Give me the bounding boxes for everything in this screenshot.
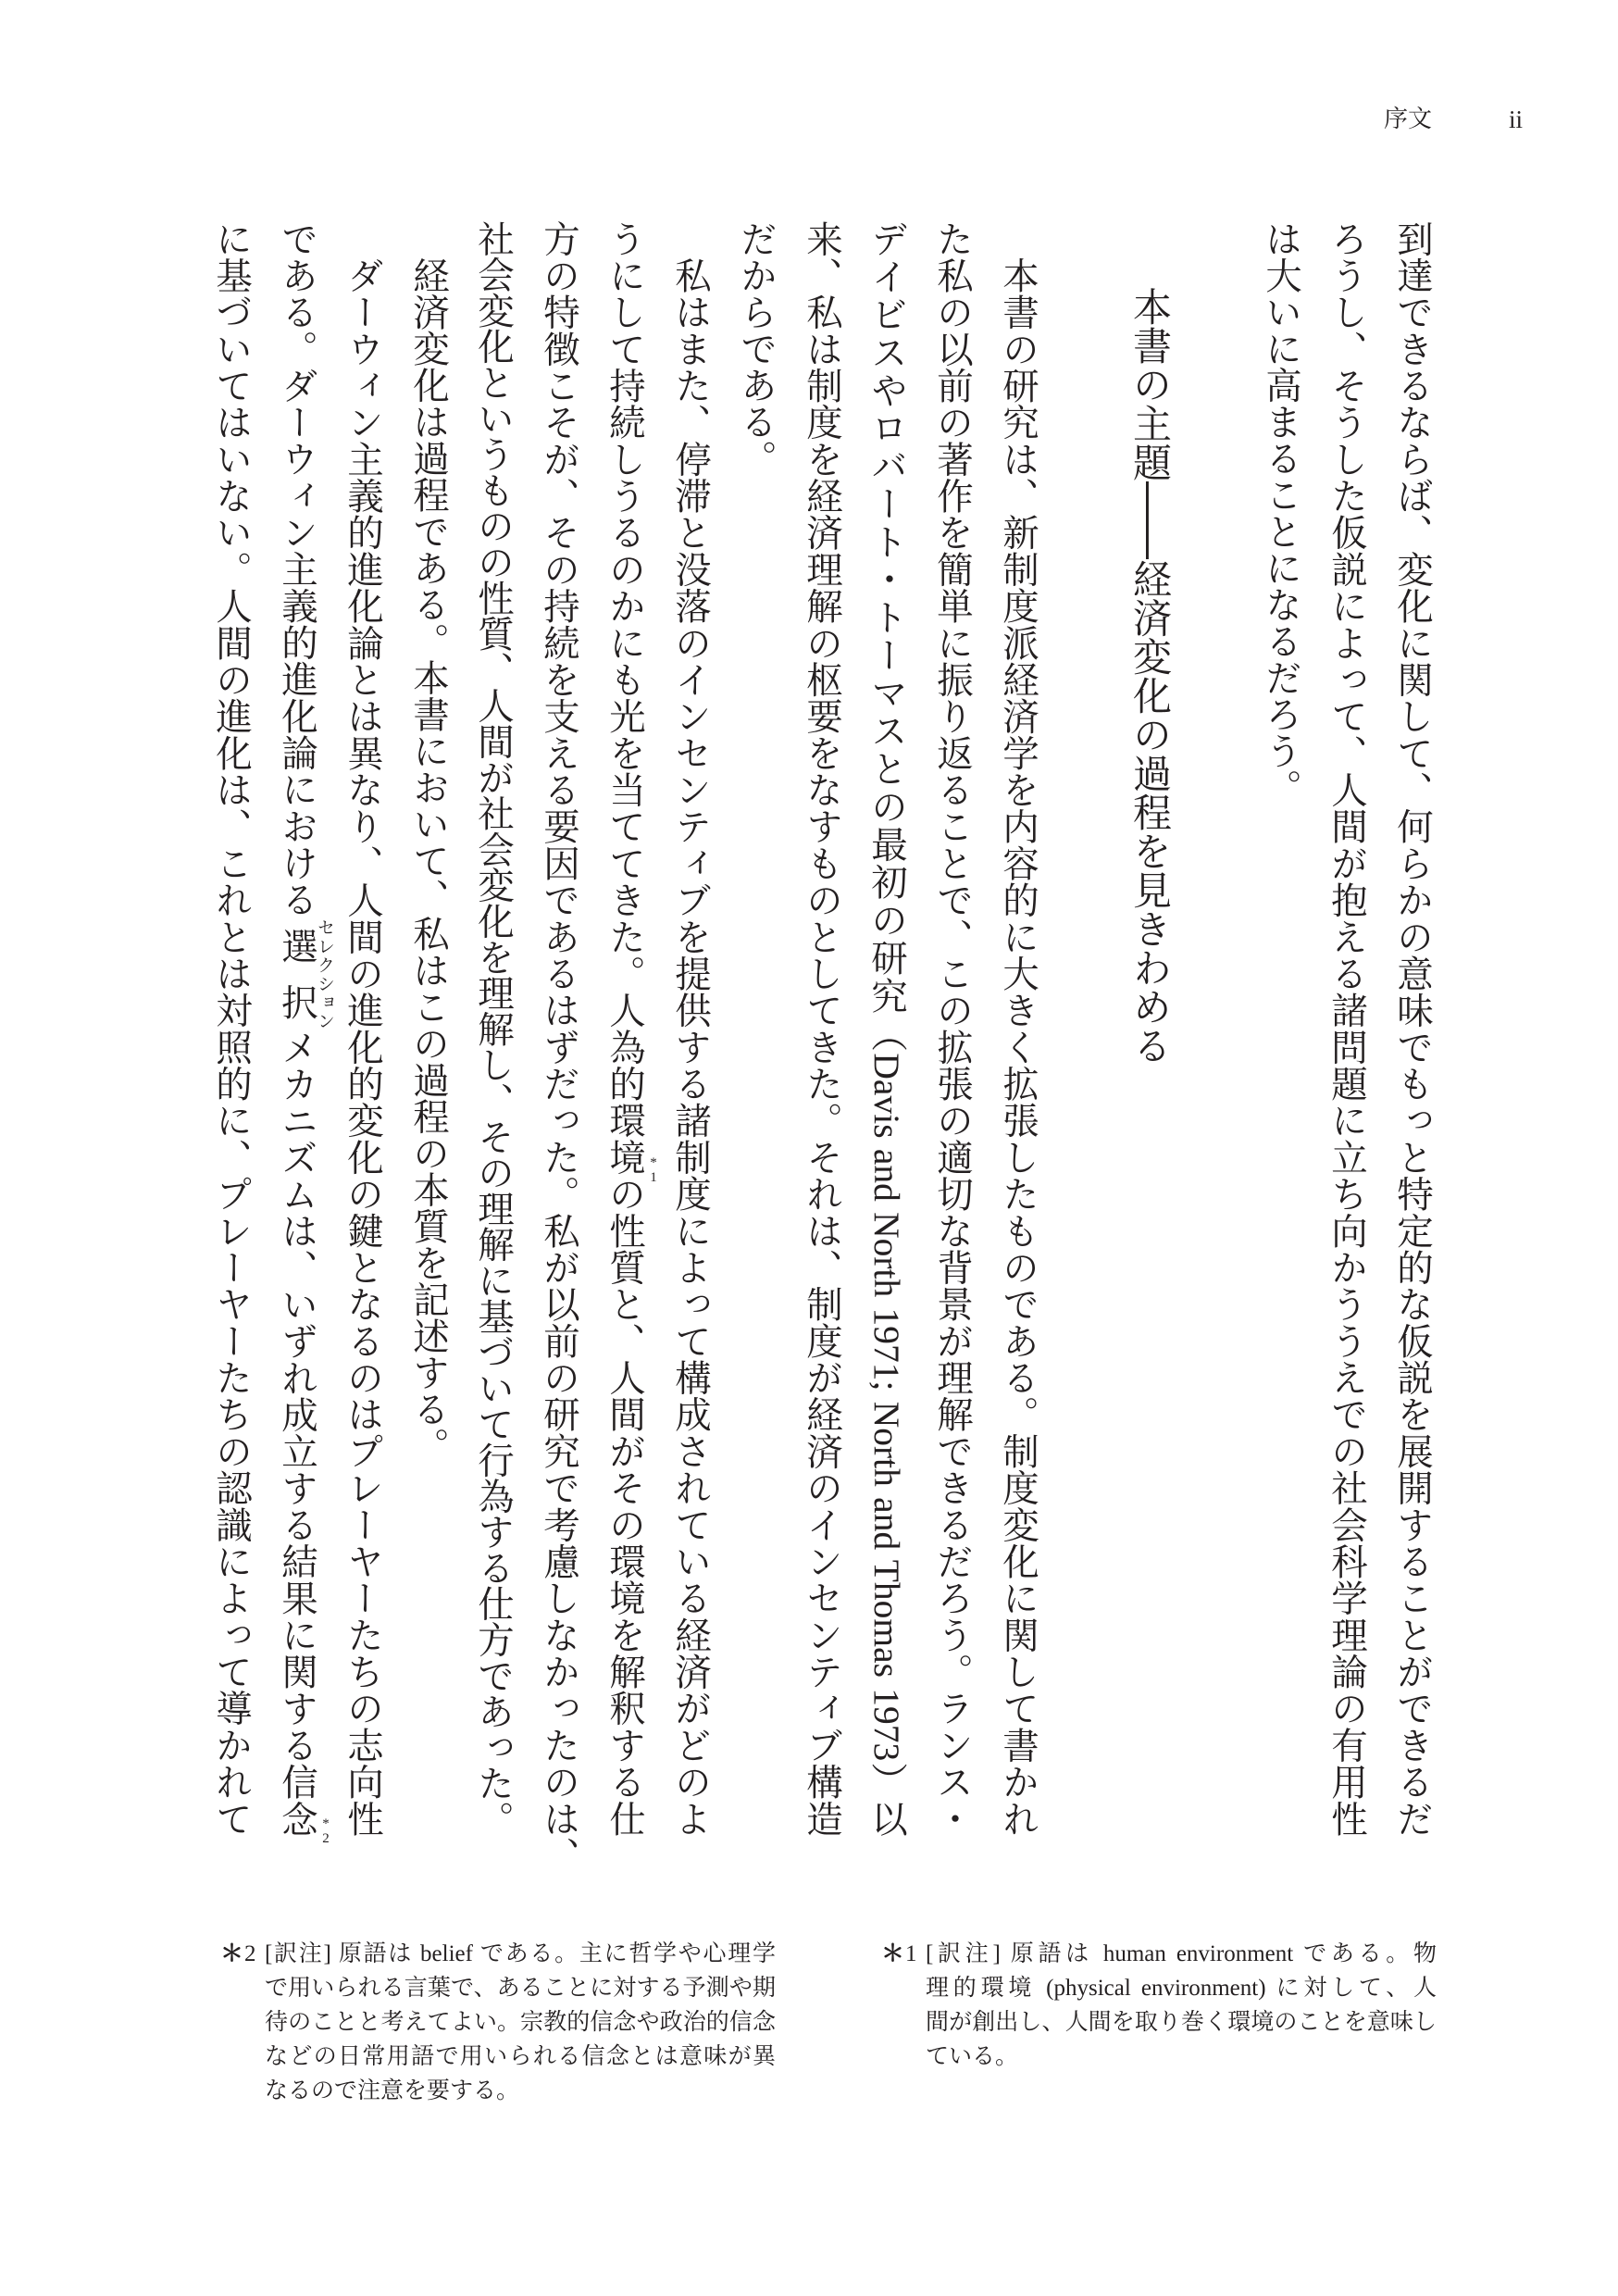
anchor-char: 念: [276, 1800, 318, 1838]
footnote-asterisk: ＊: [881, 1941, 905, 1966]
body-line: ろうし、そうした仮説によって、人間が抱える諸問題に立ち向かううえでの社会科学理論の有用性: [1326, 220, 1368, 1837]
line-text: デイビスやロバート・トーマスとの最初の研究（: [865, 220, 908, 1054]
footnote-anchor: [276, 1800, 333, 1847]
citation: Davis and North 1971; North and Thomas 1973: [866, 1053, 907, 1762]
line-text: ）以: [865, 1761, 908, 1838]
line-text: 方の特徴こそが、その持続を支える要因であるはずだった。私が以前の研究で考慮しなかったのは: [538, 220, 580, 1837]
body-line-with-ruby: [276, 220, 335, 1847]
footnote-line: [訳注] 原語は human environment である。物: [926, 1941, 1437, 1966]
line-text: うにして持続しうるのかにも光を当ててきた。人為的環: [604, 220, 646, 1140]
body-line: た私の以前の著作を簡単に振り返ることで、この拡張の適切な背景が理解できるだろう。ランス・: [931, 220, 974, 1837]
body-line: 来、私は制度を経済理解の枢要をなすものとしてきた。それは、制度が経済のインセンティブ構造: [801, 220, 843, 1837]
footnote-number: 2: [244, 1941, 256, 1966]
body-line-with-citation: [865, 220, 908, 1838]
footnote-2: [220, 1937, 776, 2108]
line-text: である。ダーウィン主義的進化論における: [276, 220, 318, 918]
footnote-number: 1: [905, 1941, 917, 1966]
footnote-line: [訳注] 原語は belief である。主に哲学や心理学: [265, 1941, 776, 1966]
ruby-reading: セレクション: [315, 917, 335, 1029]
ruby-base: 選択: [276, 927, 318, 1020]
body-line-with-footnote-ref: [604, 220, 661, 1838]
footnote-1: [881, 1937, 1437, 2074]
body-line: 到達できるならば、変化に関して、何らかの意味でもっと特定的な仮説を展開することができるだ: [1391, 220, 1434, 1837]
ruby-annotation: [276, 917, 335, 1029]
footnote-line: 理的環境 (physical environment) に対して、人: [926, 1976, 1437, 2001]
footnote-line: で用いられる言葉で、あることに対する予測や期: [265, 1976, 776, 2001]
body-line: に基づいてはいない。人間の進化は、これとは対照的に、プレーヤーたちの認識によって導かれて: [210, 220, 253, 1837]
page-number: ii: [1509, 106, 1524, 133]
footnote-ref-2: *2: [318, 1816, 333, 1847]
body-line: [538, 220, 580, 1874]
running-header-title: 序文: [1384, 106, 1433, 132]
line-text: の性質と、人間がその環境を解釈する仕: [604, 1175, 646, 1838]
line-text: メカニズムは、いずれ成立する結果に関する信: [276, 1029, 318, 1801]
body-line: 社会変化というものの性質、人間が社会変化を理解し、その理解に基づいて行為する仕方であった。: [472, 220, 515, 1837]
footnote-line: ている。: [926, 2044, 1019, 2069]
footnote-line: なるので注意を要する。: [265, 2078, 520, 2103]
body-line: 本書の研究は、新制度派経済学を内容的に大きく拡張したものである。制度変化に関して書かれ: [997, 220, 1039, 1837]
body-line: だからである。: [735, 220, 778, 477]
anchor-char: 境: [604, 1139, 646, 1176]
footnote-line: 待のことと考えてよい。宗教的信念や政治的信念: [265, 2010, 776, 2035]
hanging-punctuation: 、: [538, 1837, 580, 1874]
body-line: ダーウィン主義的進化論とは異なり、人間の進化的変化の鍵となるのはプレーヤーたちの志向性: [342, 220, 384, 1837]
footnote-anchor: [604, 1139, 661, 1186]
footnote-line: などの日常用語で用いられる信念とは意味が異: [265, 2044, 776, 2069]
footnote-ref-1: *1: [646, 1155, 661, 1186]
section-heading: 本書の主題――経済変化の過程を見きわめる: [1127, 287, 1173, 1065]
footnote-line: 間が創出し、人間を取り巻く環境のことを意味し: [926, 2010, 1437, 2035]
footnote-asterisk: ＊: [220, 1941, 244, 1966]
body-line: は大いに高まることになるだろう。: [1260, 220, 1302, 805]
body-line: 私はまた、停滞と没落のインセンティブを提供する諸制度によって構成されている経済がどのよ: [669, 220, 712, 1837]
body-line: 経済変化は過程である。本書において、私はこの過程の本質を記述する。: [407, 220, 450, 1464]
